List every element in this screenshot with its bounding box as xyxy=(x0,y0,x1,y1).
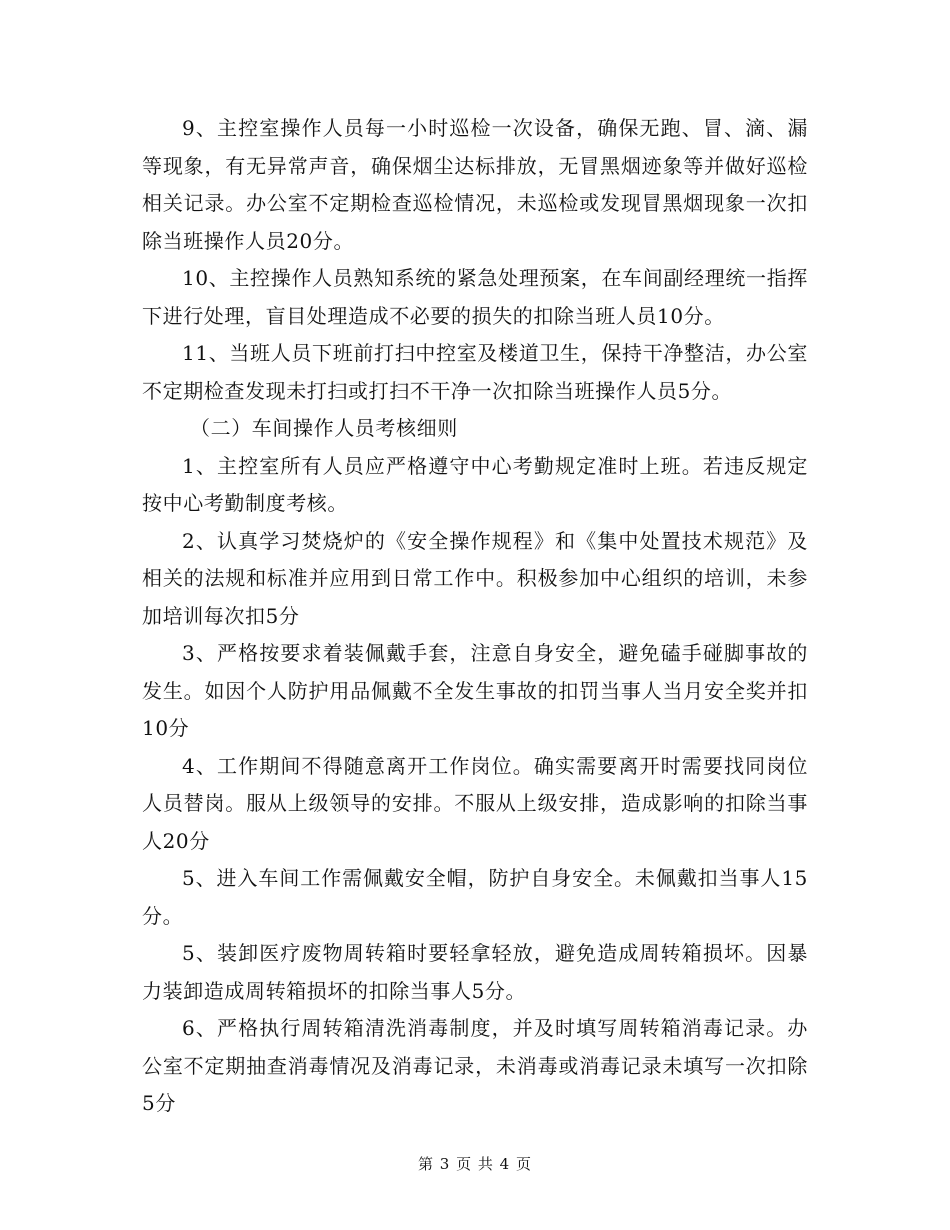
paragraph-item-2: 2、认真学习焚烧炉的《安全操作规程》和《集中处置技术规范》及相关的法规和标准并应用到日常工作中。积极参加中心组织的培训，未参加培训每次扣5分 xyxy=(142,528,808,628)
document-body xyxy=(142,110,808,1123)
paragraph-item-11: 11、当班人员下班前打扫中控室及楼道卫生，保持干净整洁，办公室不定期检查发现未打扫或打扫不干净一次扣除当班操作人员5分。 xyxy=(142,341,808,403)
paragraph-item-5a: 5、进入车间工作需佩戴安全帽，防护自身安全。未佩戴扣当事人15分。 xyxy=(142,866,808,928)
paragraph-item-6: 6、严格执行周转箱清洗消毒制度，并及时填写周转箱消毒记录。办公室不定期抽查消毒情况及消毒记录，未消毒或消毒记录未填写一次扣除5分 xyxy=(142,1016,808,1115)
paragraph-item-5b: 5、装卸医疗废物周转箱时要轻拿轻放，避免造成周转箱损坏。因暴力装卸造成周转箱损坏的扣除当事人5分。 xyxy=(142,941,808,1003)
paragraph-item-3: 3、严格按要求着装佩戴手套，注意自身安全，避免磕手碰脚事故的发生。如因个人防护用品佩戴不全发生事故的扣罚当事人当月安全奖并扣10分 xyxy=(142,641,808,740)
paragraph-item-10: 10、主控操作人员熟知系统的紧急处理预案，在车间副经理统一指挥下进行处理，盲目处理造成不必要的损失的扣除当班人员10分。 xyxy=(142,266,808,328)
paragraph-item-9: 9、主控室操作人员每一小时巡检一次设备，确保无跑、冒、滴、漏等现象，有无异常声音，确保烟尘达标排放，无冒黑烟迹象等并做好巡检相关记录。办公室不定期检查巡检情况，未巡检或发现冒黑烟现象一次扣除当班操作人员20分。 xyxy=(142,116,808,253)
section-heading: （二）车间操作人员考核细则 xyxy=(190,416,458,440)
paragraph-item-4: 4、工作期间不得随意离开工作岗位。确实需要离开时需要找同岗位人员替岗。服从上级领导的安排。不服从上级安排，造成影响的扣除当事人20分 xyxy=(142,753,808,853)
paragraph-item-1: 1、主控室所有人员应严格遵守中心考勤规定准时上班。若违反规定按中心考勤制度考核。 xyxy=(142,453,808,515)
page-number-footer: 第 3 页 共 4 页 xyxy=(418,1155,532,1173)
